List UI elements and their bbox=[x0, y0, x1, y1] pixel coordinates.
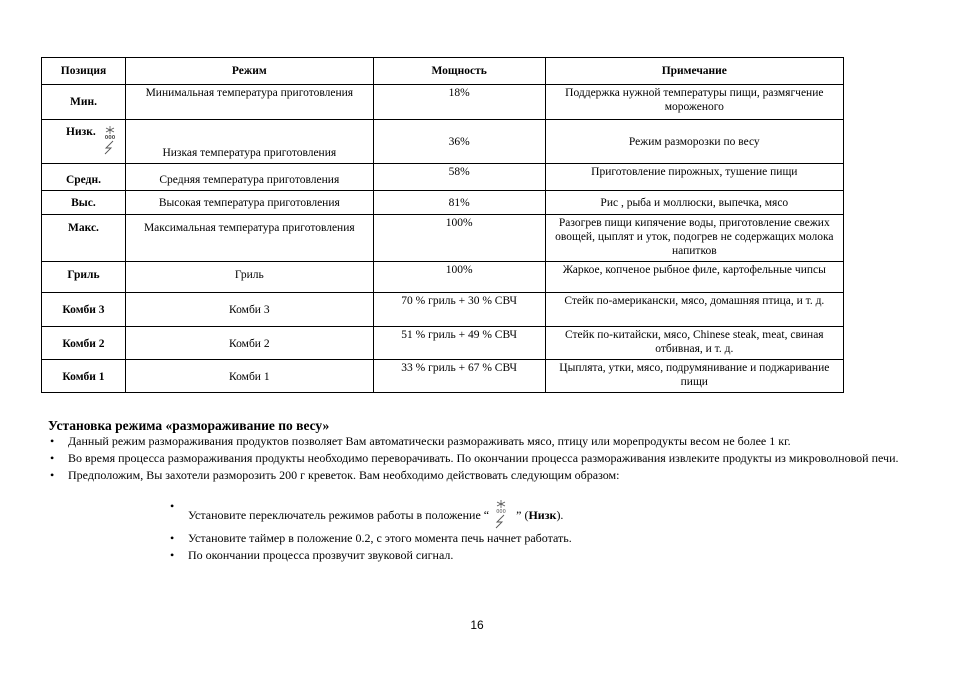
cell-note: Стейк по-американски, мясо, домашняя птица, и т. д. bbox=[545, 293, 843, 327]
cell-mode: Комби 2 bbox=[125, 327, 373, 360]
cell-position: Мин. bbox=[42, 85, 126, 120]
cell-position-label: Низк. bbox=[66, 126, 96, 138]
cell-power: 33 % гриль + 67 % СВЧ bbox=[373, 360, 545, 393]
table-row bbox=[42, 191, 844, 215]
list-item: • Во время процесса размораживания продукты необходимо переворачивать. По окончании процесса размораживания извлеките продукты из микроволновой печи. bbox=[48, 451, 908, 466]
header-mode: Режим bbox=[125, 58, 373, 85]
cell-mode: Максимальная температура приготовления bbox=[125, 215, 373, 262]
cell-power: 18% bbox=[373, 85, 545, 120]
cell-position: Средн. bbox=[42, 164, 126, 191]
steps-list bbox=[48, 499, 908, 563]
cell-mode: Высокая температура приготовления bbox=[125, 191, 373, 215]
table-row bbox=[42, 85, 844, 120]
header-note: Примечание bbox=[545, 58, 843, 85]
table-header-row bbox=[42, 58, 844, 85]
power-modes-table bbox=[41, 57, 844, 393]
step-item bbox=[118, 499, 908, 529]
svg-text:000: 000 bbox=[104, 135, 115, 141]
step1-mode-name: Низк bbox=[528, 508, 557, 522]
defrost-snowflake-icon bbox=[101, 125, 119, 155]
table-row bbox=[42, 215, 844, 262]
cell-position bbox=[42, 120, 126, 164]
step1-text-after: ” ( bbox=[513, 508, 529, 522]
cell-power: 100% bbox=[373, 262, 545, 293]
cell-note: Поддержка нужной температуры пищи, размягчение мороженого bbox=[545, 85, 843, 120]
step-item: • По окончании процесса прозвучит звуковой сигнал. bbox=[118, 548, 908, 563]
cell-power: 100% bbox=[373, 215, 545, 262]
cell-note: Цыплята, утки, мясо, подрумянивание и поджаривание пищи bbox=[545, 360, 843, 393]
cell-position: Комби 1 bbox=[42, 360, 126, 393]
cell-note: Разогрев пищи кипячение воды, приготовление свежих овощей, цыплят и уток, подогрев не содержащих молока напитков bbox=[545, 215, 843, 262]
cell-mode: Комби 3 bbox=[125, 293, 373, 327]
cell-mode: Минимальная температура приготовления bbox=[125, 85, 373, 120]
cell-mode: Низкая температура приготовления bbox=[125, 120, 373, 164]
cell-note: Режим разморозки по весу bbox=[545, 120, 843, 164]
cell-power: 81% bbox=[373, 191, 545, 215]
cell-mode: Гриль bbox=[125, 262, 373, 293]
svg-text:000: 000 bbox=[496, 509, 506, 515]
list-item: • Предположим, Вы захотели разморозить 200 г креветок. Вам необходимо действовать следующим образом: bbox=[48, 468, 908, 483]
cell-position: Выс. bbox=[42, 191, 126, 215]
defrost-snowflake-icon bbox=[489, 499, 513, 529]
cell-note: Рис , рыба и моллюски, выпечка, мясо bbox=[545, 191, 843, 215]
cell-note: Стейк по-китайски, мясо, Chinese steak, meat, свиная отбивная, и т. д. bbox=[545, 327, 843, 360]
header-power: Мощность bbox=[373, 58, 545, 85]
table-row bbox=[42, 164, 844, 191]
cell-mode: Средняя температура приготовления bbox=[125, 164, 373, 191]
table-row bbox=[42, 262, 844, 293]
table-row bbox=[42, 360, 844, 393]
step1-text-end: ). bbox=[556, 508, 564, 522]
table-row bbox=[42, 327, 844, 360]
step1-text-before: Установите переключатель режимов работы в положение “ bbox=[188, 508, 490, 522]
page-number: 16 bbox=[470, 618, 484, 632]
cell-power: 70 % гриль + 30 % СВЧ bbox=[373, 293, 545, 327]
cell-position: Гриль bbox=[42, 262, 126, 293]
header-position: Позиция bbox=[42, 58, 126, 85]
cell-note: Жаркое, копченое рыбное филе, картофельные чипсы bbox=[545, 262, 843, 293]
table-row bbox=[42, 293, 844, 327]
cell-position: Макс. bbox=[42, 215, 126, 262]
cell-note: Приготовление пирожных, тушение пищи bbox=[545, 164, 843, 191]
defrost-by-weight-section bbox=[48, 418, 908, 565]
cell-power: 36% bbox=[373, 120, 545, 164]
table-row bbox=[42, 120, 844, 164]
cell-power: 51 % гриль + 49 % СВЧ bbox=[373, 327, 545, 360]
cell-mode: Комби 1 bbox=[125, 360, 373, 393]
bullet-list bbox=[48, 434, 908, 483]
cell-position: Комби 2 bbox=[42, 327, 126, 360]
list-item: • Данный режим размораживания продуктов позволяет Вам автоматически размораживать мясо, птицу или морепродукты весом не более 1 кг. bbox=[48, 434, 908, 449]
section-title: Установка режима «размораживание по весу» bbox=[48, 418, 330, 433]
cell-position: Комби 3 bbox=[42, 293, 126, 327]
cell-power: 58% bbox=[373, 164, 545, 191]
step-item: • Установите таймер в положение 0.2, с этого момента печь начнет работать. bbox=[118, 531, 908, 546]
